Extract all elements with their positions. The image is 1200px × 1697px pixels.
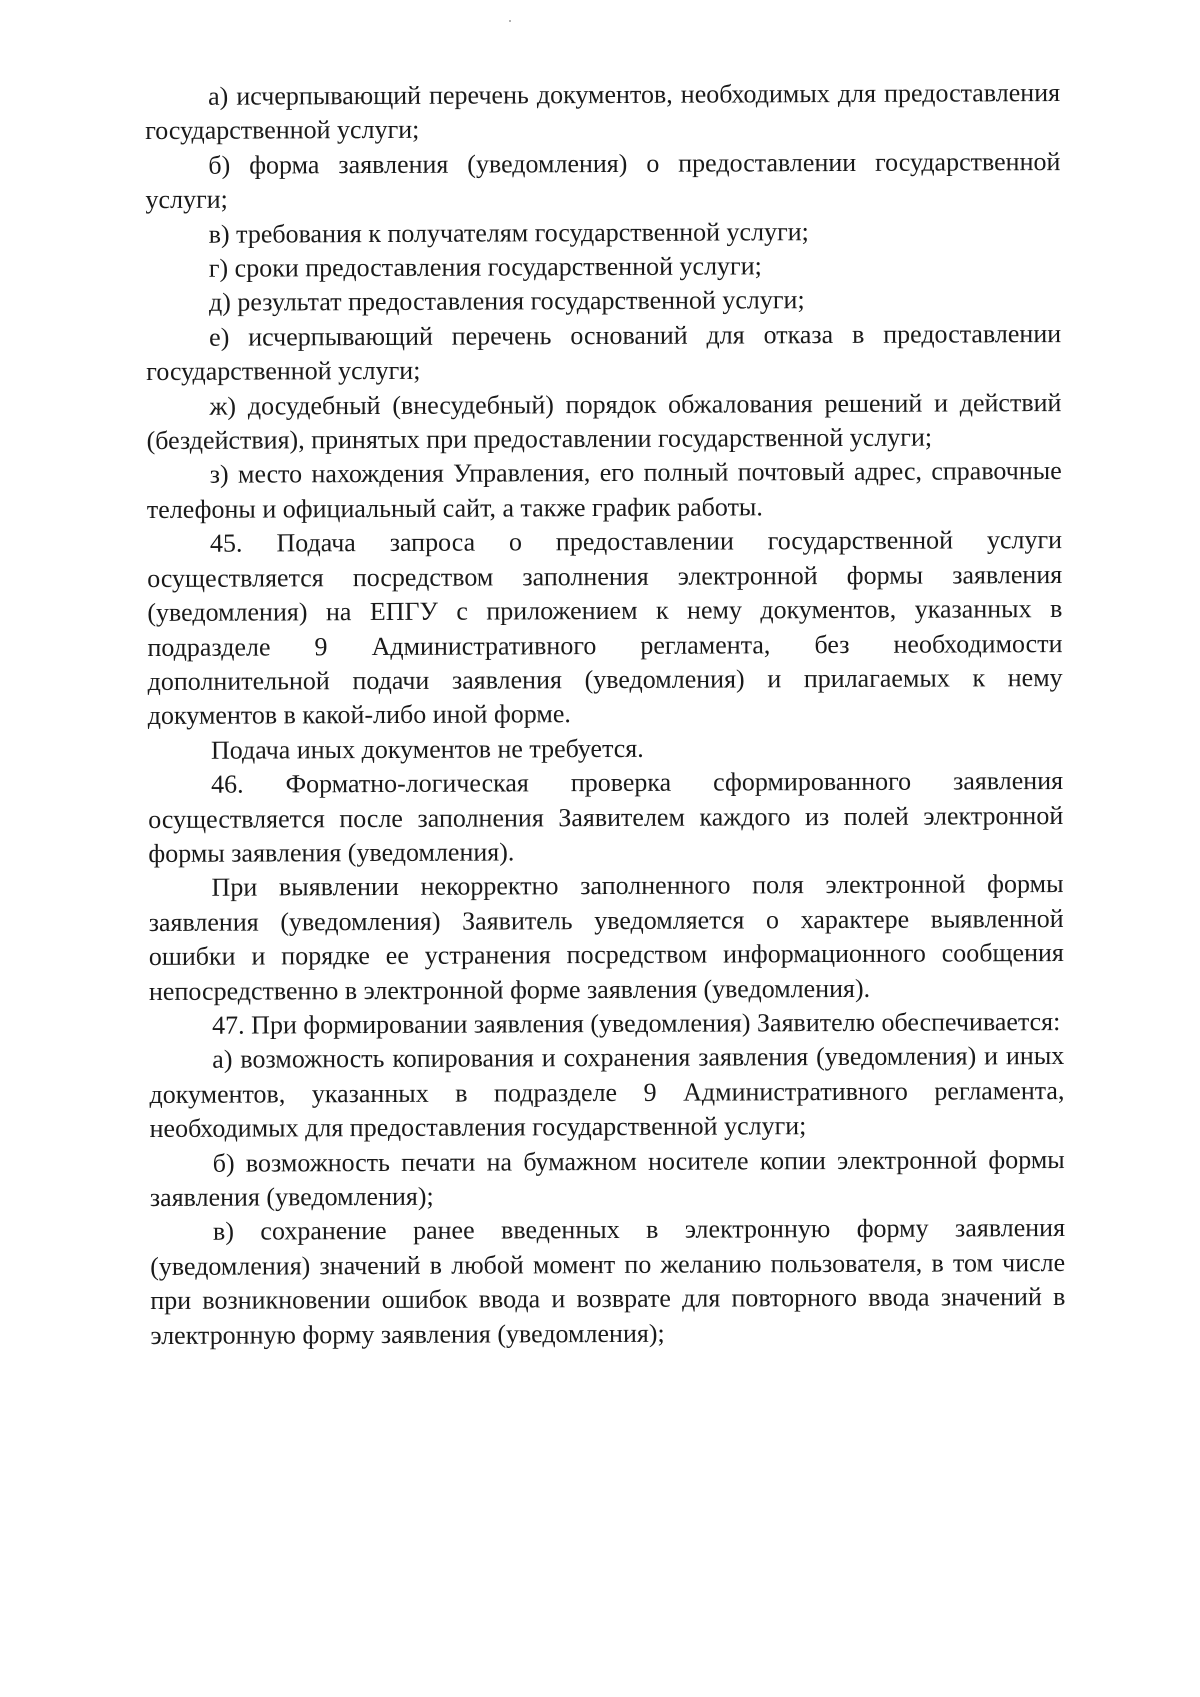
scan-speck: [509, 20, 511, 22]
paragraph-clause-46-detail: При выявлении некорректно заполненного поля электронной формы заявления (уведомления) Заявитель уведомляется о характере выявленной ошибки и порядке ее устранения посредством информационного сообщения непосредственно в электронной форме заявления (уведомления).: [148, 869, 1064, 1006]
paragraph-clause-47-b: б) возможность печати на бумажном носителе копии электронной формы заявления (уведомления);: [149, 1144, 1065, 1212]
paragraph-clause-45: 45. Подача запроса о предоставлении государственной услуги осуществляется посредством заполнения электронной формы заявления (уведомления) на ЕПГУ с приложением к нему документов, указанных в подразделе 9 Административного регламента, без необходимости дополнительной подачи заявления (уведомления) и прилагаемых к нему документов в какой-либо иной форме.: [147, 525, 1063, 731]
paragraph-item-g: г) сроки предоставления государственной услуги;: [208, 251, 762, 283]
paragraph-item-d: д) результат предоставления государственной услуги;: [208, 285, 805, 318]
paragraph-clause-47-a: а) возможность копирования и сохранения заявления (уведомления) и иных документов, указанных в подразделе 9 Административного регламента, необходимых для предоставления государственной услуги;: [149, 1041, 1065, 1144]
paragraph-item-a: а) исчерпывающий перечень документов, необходимых для предоставления государственной услуги;: [145, 78, 1061, 146]
paragraph-item-zh: ж) досудебный (внесудебный) порядок обжалования решений и действий (бездействия), принятых при предоставлении государственной услуги;: [146, 387, 1062, 456]
paragraph-clause-47-v: в) сохранение ранее введенных в электронную форму заявления (уведомления) значений в любой момент по желанию пользователя, в том числе при возникновении ошибок ввода и возврате для повторного ввода значений в электронную форму заявления (уведомления);: [150, 1213, 1066, 1350]
paragraph-item-b: б) форма заявления (уведомления) о предоставлении государственной услуги;: [145, 146, 1061, 215]
paragraph-clause-46: 46. Форматно-логическая проверка сформированного заявления осуществляется после заполнения Заявителем каждого из полей электронной формы заявления (уведомления).: [148, 766, 1064, 868]
paragraph-clause-45-note: Подача иных документов не требуется.: [210, 733, 644, 765]
paragraph-item-z: з) место нахождения Управления, его полный почтовый адрес, справочные телефоны и официальный сайт, а также график работы.: [146, 456, 1062, 524]
paragraph-clause-47: 47. При формировании заявления (уведомления) Заявителю обеспечивается:: [212, 1006, 1061, 1040]
paragraph-item-v: в) требования к получателям государственной услуги;: [208, 216, 809, 249]
paragraph-item-e: е) исчерпывающий перечень оснований для отказа в предоставлении государственной услуги;: [146, 318, 1062, 387]
document-body: [145, 76, 1066, 1353]
